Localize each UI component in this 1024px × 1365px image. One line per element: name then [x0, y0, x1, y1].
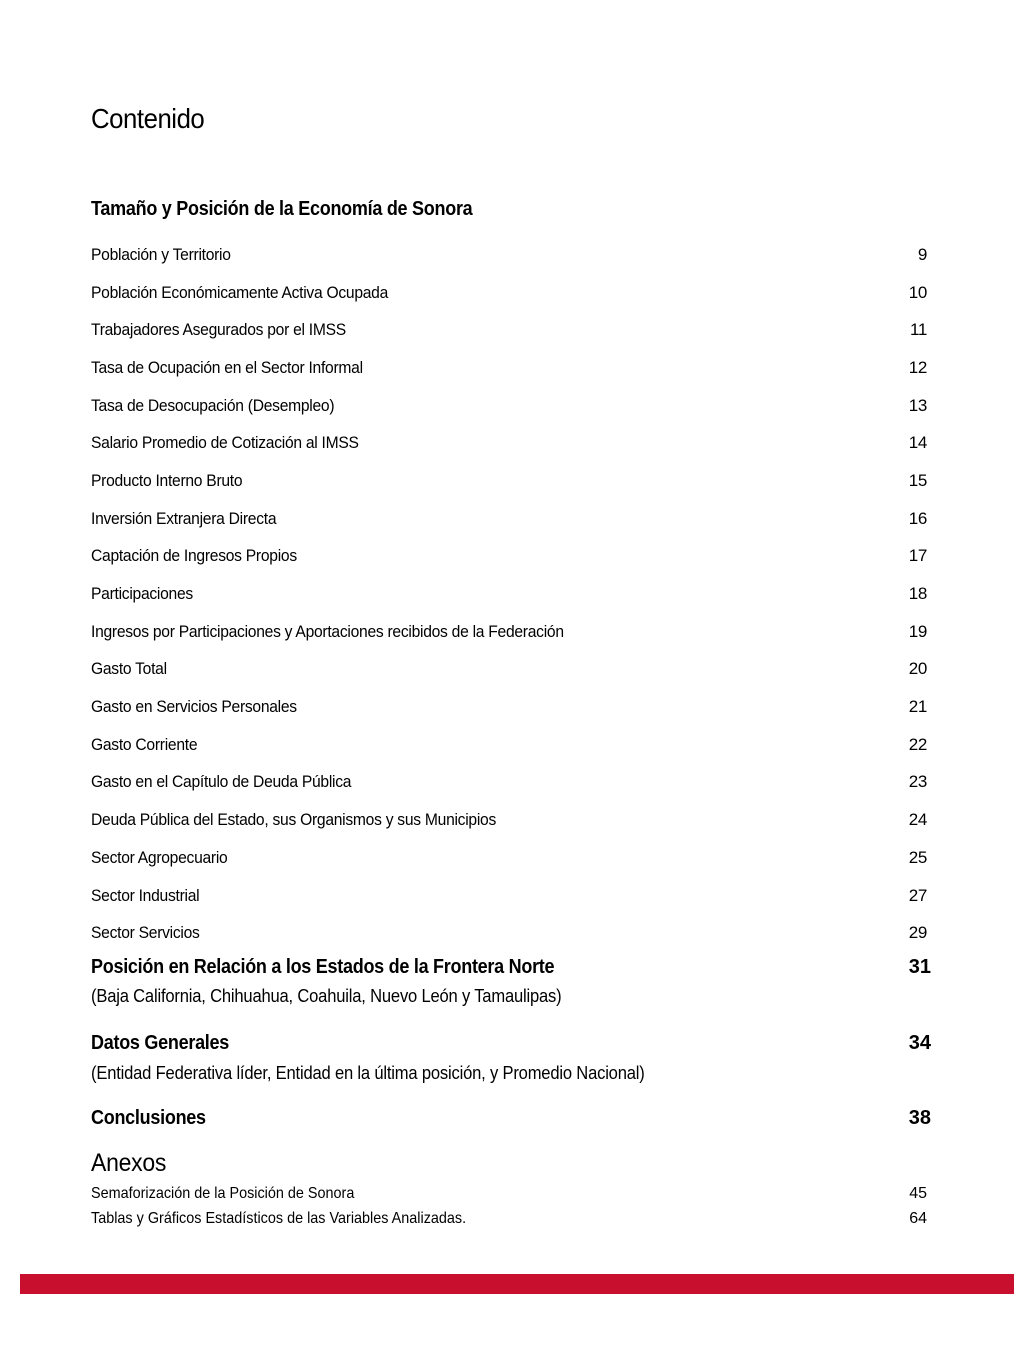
- toc-entry: [91, 387, 929, 425]
- toc-entry: [91, 311, 929, 349]
- toc-entry: [91, 462, 929, 500]
- toc-page-number: 29: [908, 923, 927, 943]
- toc-page-number: 20: [908, 659, 927, 679]
- toc-entry-label: Tasa de Ocupación en el Sector Informal: [91, 357, 363, 377]
- toc-entry-label: Sector Agropecuario: [91, 847, 228, 867]
- toc-entry-label: Población y Territorio: [91, 244, 231, 264]
- toc-entry: [91, 914, 929, 952]
- toc-page-number: 24: [908, 810, 927, 830]
- toc-entry-datos-generales: [91, 1032, 931, 1084]
- toc-entry-label: Gasto en Servicios Personales: [91, 697, 297, 717]
- footer-accent-bar: [20, 1274, 1014, 1294]
- toc-entry: [91, 613, 929, 651]
- toc-entry-label: Gasto Corriente: [91, 734, 198, 754]
- toc-page-number: 16: [908, 508, 927, 528]
- annex-page-number: 64: [909, 1209, 927, 1227]
- toc-entry: [91, 236, 929, 274]
- toc-entry: [91, 801, 929, 839]
- section-subtitle-frontera: (Baja California, Chihuahua, Coahuila, Nuevo León y Tamaulipas): [91, 986, 562, 1006]
- toc-page-number: 12: [908, 357, 927, 377]
- annex-list: [91, 1181, 929, 1231]
- toc-entry: [91, 877, 929, 915]
- annex-entry-label: Tablas y Gráficos Estadísticos de las Variables Analizadas.: [91, 1209, 467, 1227]
- toc-entry-label: Ingresos por Participaciones y Aportaciones recibidos de la Federación: [91, 621, 564, 641]
- toc-entry: [91, 274, 929, 312]
- section-heading-datos: Datos Generales: [91, 1032, 230, 1054]
- toc-entry-label: Salario Promedio de Cotización al IMSS: [91, 433, 359, 453]
- toc-page-number: 9: [917, 244, 927, 264]
- toc-entry-label: Producto Interno Bruto: [91, 470, 243, 490]
- toc-entry: [91, 764, 929, 802]
- toc-entry-label: Trabajadores Asegurados por el IMSS: [91, 320, 346, 340]
- toc-page-number: 11: [909, 320, 927, 340]
- toc-list: [91, 236, 929, 952]
- section-subtitle-datos: (Entidad Federativa líder, Entidad en la última posición, y Promedio Nacional): [91, 1063, 645, 1083]
- annex-heading: Anexos: [91, 1149, 167, 1177]
- toc-page-number: 31: [908, 956, 931, 978]
- toc-page-number: 19: [908, 621, 927, 641]
- toc-page-number: 21: [908, 697, 927, 717]
- toc-entry: [91, 500, 929, 538]
- toc-entry: [91, 726, 929, 764]
- toc-page-number: 23: [908, 772, 927, 792]
- toc-page-number: 13: [908, 395, 927, 415]
- toc-entry-label: Inversión Extranjera Directa: [91, 508, 277, 528]
- toc-page-number: 25: [908, 847, 927, 867]
- toc-entry-conclusiones: [91, 1107, 931, 1130]
- toc-entry-label: Sector Servicios: [91, 923, 200, 943]
- toc-page-number: 27: [908, 885, 927, 905]
- section-heading-economia: Tamaño y Posición de la Economía de Sonora: [91, 198, 473, 220]
- toc-entry-label: Deuda Pública del Estado, sus Organismos y sus Municipios: [91, 810, 497, 830]
- toc-entry-label: Captación de Ingresos Propios: [91, 546, 297, 566]
- toc-page-number: 17: [908, 546, 927, 566]
- toc-entry: [91, 538, 929, 576]
- toc-entry: [91, 349, 929, 387]
- toc-page-number: 34: [908, 1032, 931, 1054]
- toc-page-number: 18: [908, 584, 927, 604]
- toc-entry: [91, 424, 929, 462]
- toc-entry-label: Gasto Total: [91, 659, 167, 679]
- toc-page-number: 15: [908, 470, 927, 490]
- toc-page-number: 10: [908, 282, 927, 302]
- page-title: Contenido: [91, 103, 205, 134]
- toc-entry: [91, 688, 929, 726]
- toc-page-number: 22: [908, 734, 927, 754]
- toc-entry-frontera-norte: [91, 956, 931, 1007]
- section-heading-conclusiones: Conclusiones: [91, 1107, 206, 1129]
- section-heading-frontera: Posición en Relación a los Estados de la Frontera Norte: [91, 956, 555, 978]
- annex-entry: [91, 1206, 929, 1231]
- toc-page-number: 14: [908, 433, 927, 453]
- toc-entry-label: Tasa de Desocupación (Desempleo): [91, 395, 335, 415]
- toc-entry: [91, 575, 929, 613]
- toc-entry: [91, 839, 929, 877]
- annex-entry: [91, 1181, 929, 1206]
- toc-entry-label: Sector Industrial: [91, 885, 200, 905]
- toc-entry: [91, 651, 929, 689]
- toc-entry-label: Población Económicamente Activa Ocupada: [91, 282, 389, 302]
- toc-page-number: 38: [908, 1107, 931, 1129]
- annex-entry-label: Semaforización de la Posición de Sonora: [91, 1184, 355, 1202]
- toc-entry-label: Gasto en el Capítulo de Deuda Pública: [91, 772, 352, 792]
- toc-entry-label: Participaciones: [91, 584, 193, 604]
- annex-page-number: 45: [909, 1184, 927, 1202]
